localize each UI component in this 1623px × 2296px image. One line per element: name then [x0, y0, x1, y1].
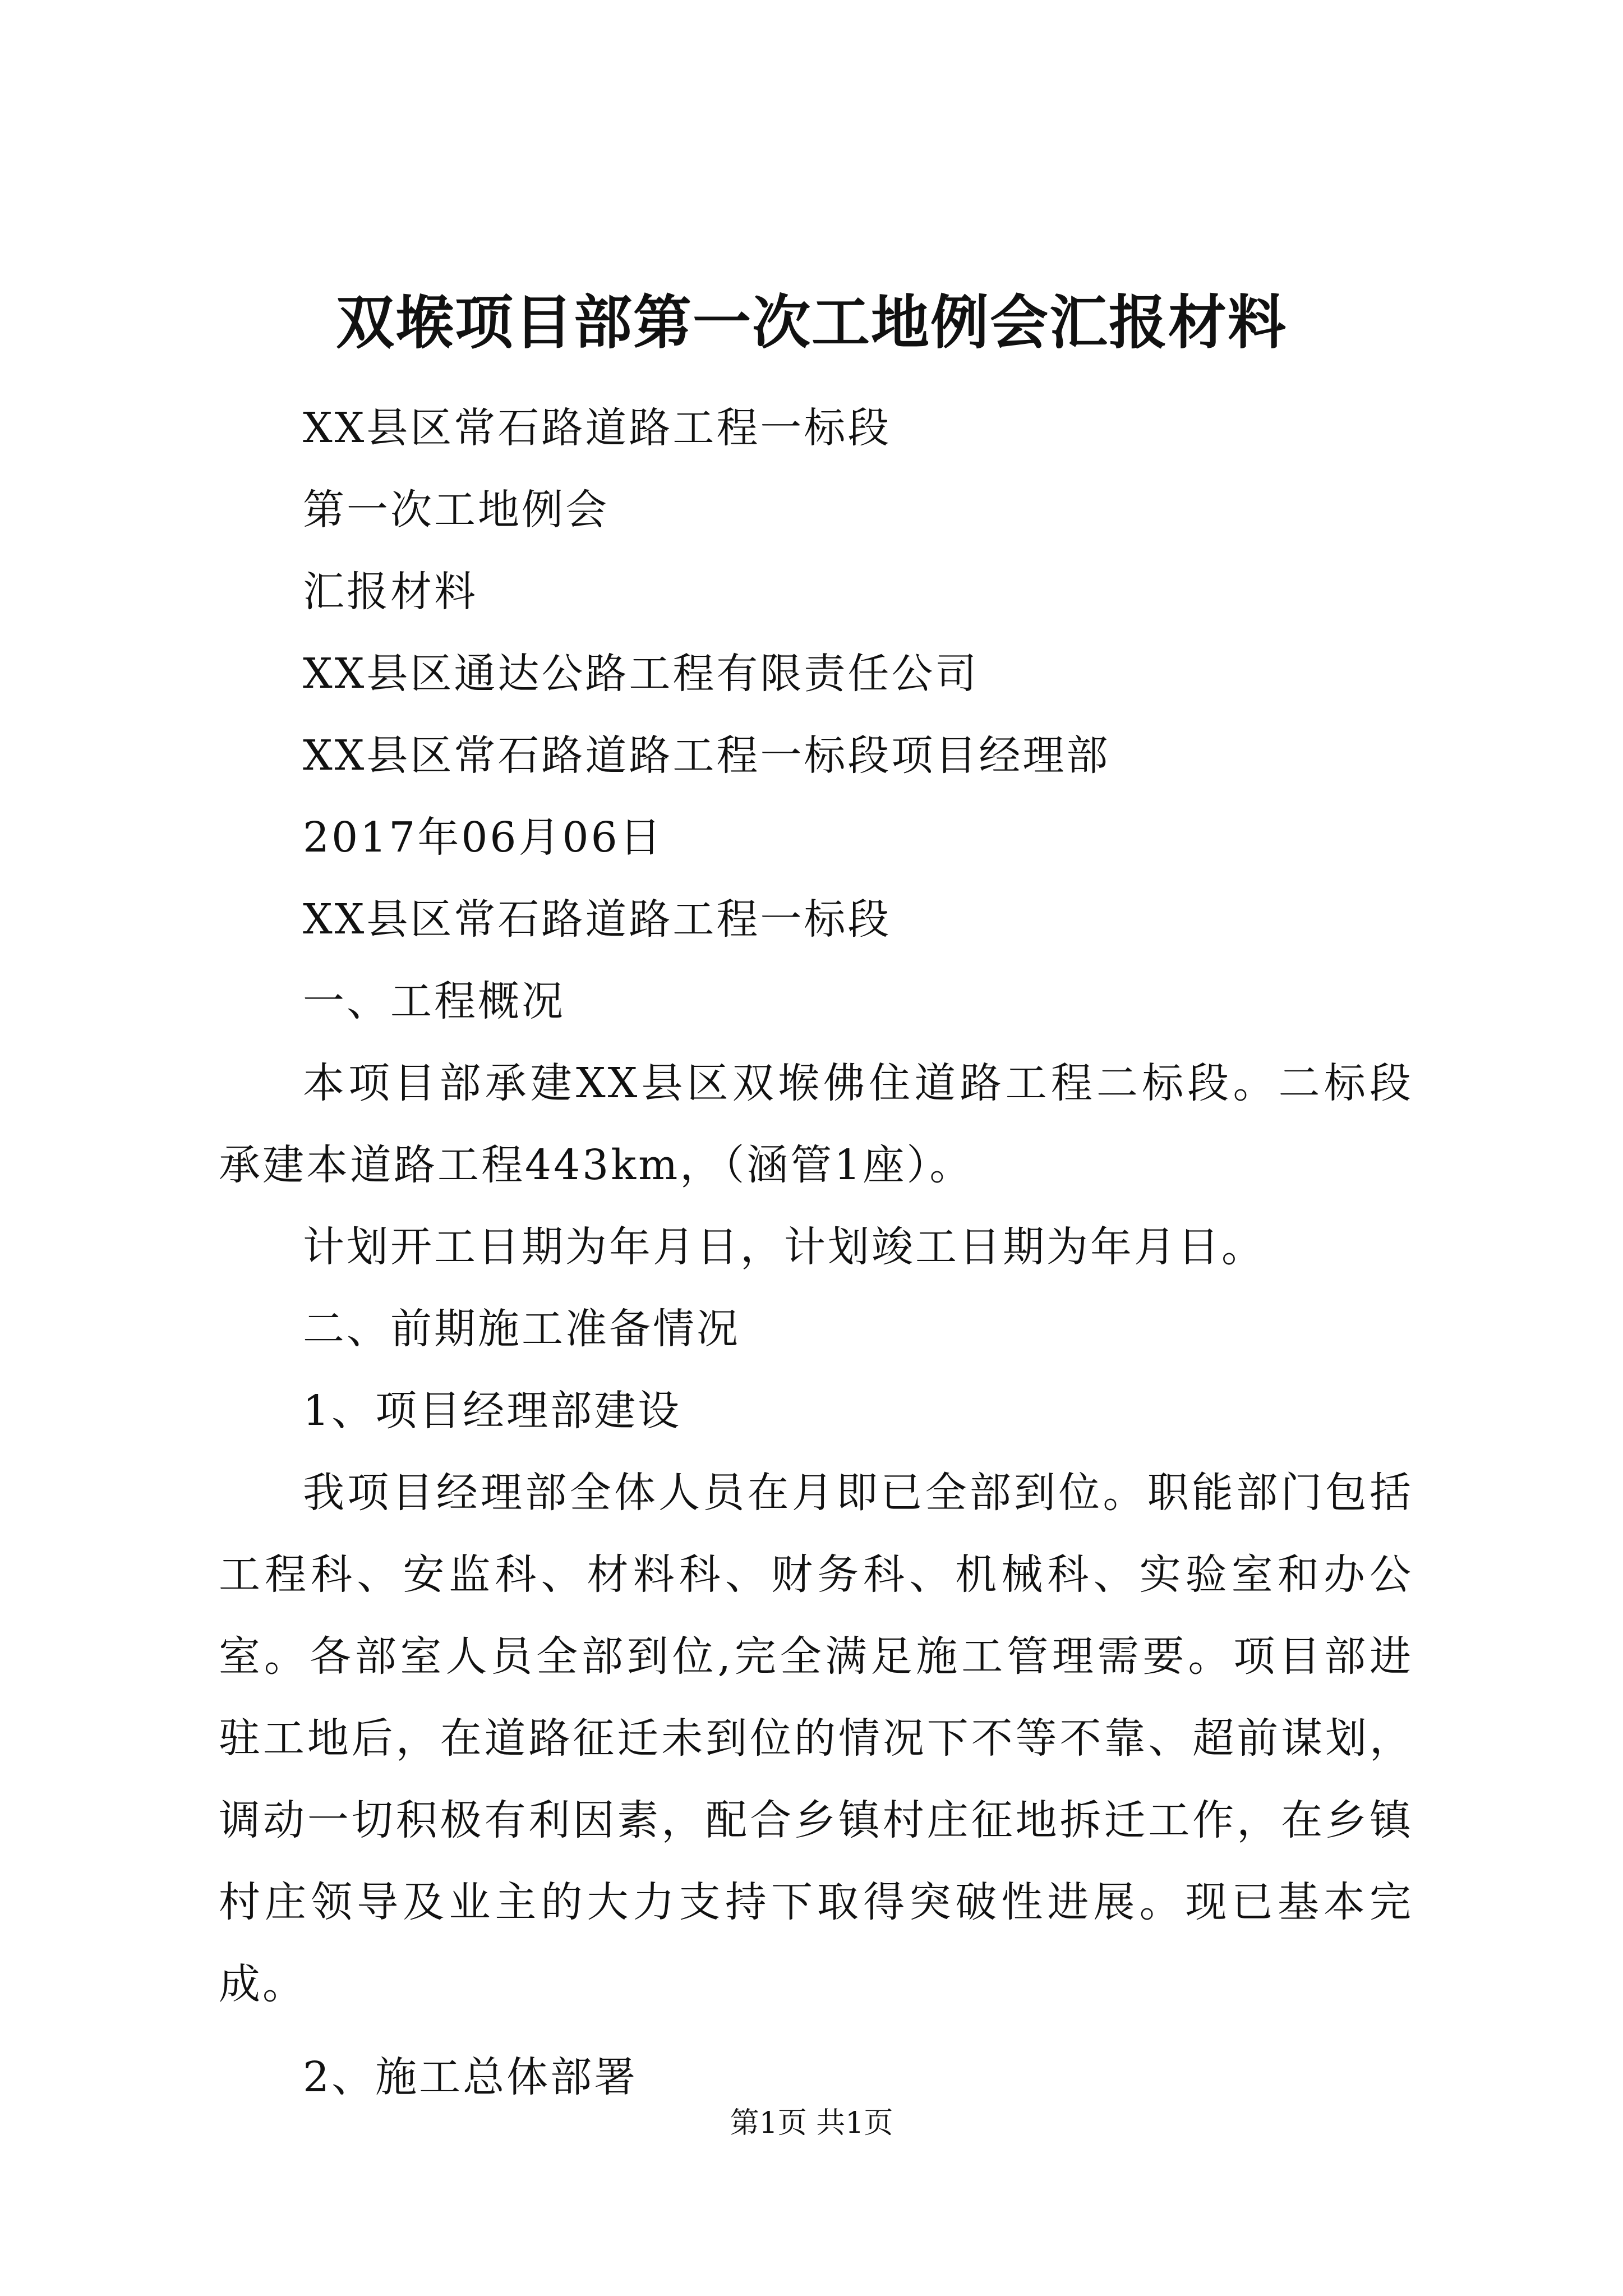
- paragraph-meeting-name: 第一次工地例会: [303, 486, 609, 534]
- heading-preparation: 二、前期施工准备情况: [303, 1305, 740, 1353]
- heading-overall-deployment: 2、施工总体部署: [303, 2053, 638, 2101]
- paragraph-report-label: 汇报材料: [303, 568, 478, 616]
- heading-project-overview: 一、工程概况: [303, 977, 565, 1025]
- paragraph-company: XX县区通达公路工程有限责任公司: [303, 650, 979, 698]
- paragraph-schedule: 计划开工日期为年月日，计划竣工日期为年月日。: [303, 1223, 1265, 1271]
- page-footer: 第1页 共1页: [730, 2106, 893, 2140]
- document-title: 双堠项目部第一次工地例会汇报材料: [335, 288, 1287, 357]
- document-body: [219, 387, 1413, 2118]
- paragraph-project-scope: 本项目部承建XX县区双堠佛住道路工程二标段。二标段承建本道路工程443km，（涵管1座）。: [219, 1059, 1413, 1189]
- paragraph-section-header-1: XX县区常石路道路工程一标段: [303, 404, 892, 452]
- heading-dept-construction: 1、项目经理部建设: [303, 1387, 682, 1435]
- paragraph-project-dept: XX县区常石路道路工程一标段项目经理部: [303, 731, 1110, 780]
- paragraph-section-header-2: XX县区常石路道路工程一标段: [303, 895, 892, 944]
- paragraph-dept-details: 我项目经理部全体人员在月即已全部到位。职能部门包括工程科、安监科、材料科、财务科、机械科、实验室和办公室。各部室人员全部到位,完全满足施工管理需要。项目部进驻工地后，在道路征迁未到位的情况下不等不靠、超前谋划，调动一切积极有利因素，配合乡镇村庄征地拆迁工作，在乡镇村庄领导及业主的大力支持下取得突破性进展。现已基本完成。: [219, 1469, 1413, 2008]
- paragraph-date: 2017年06月06日: [303, 813, 663, 862]
